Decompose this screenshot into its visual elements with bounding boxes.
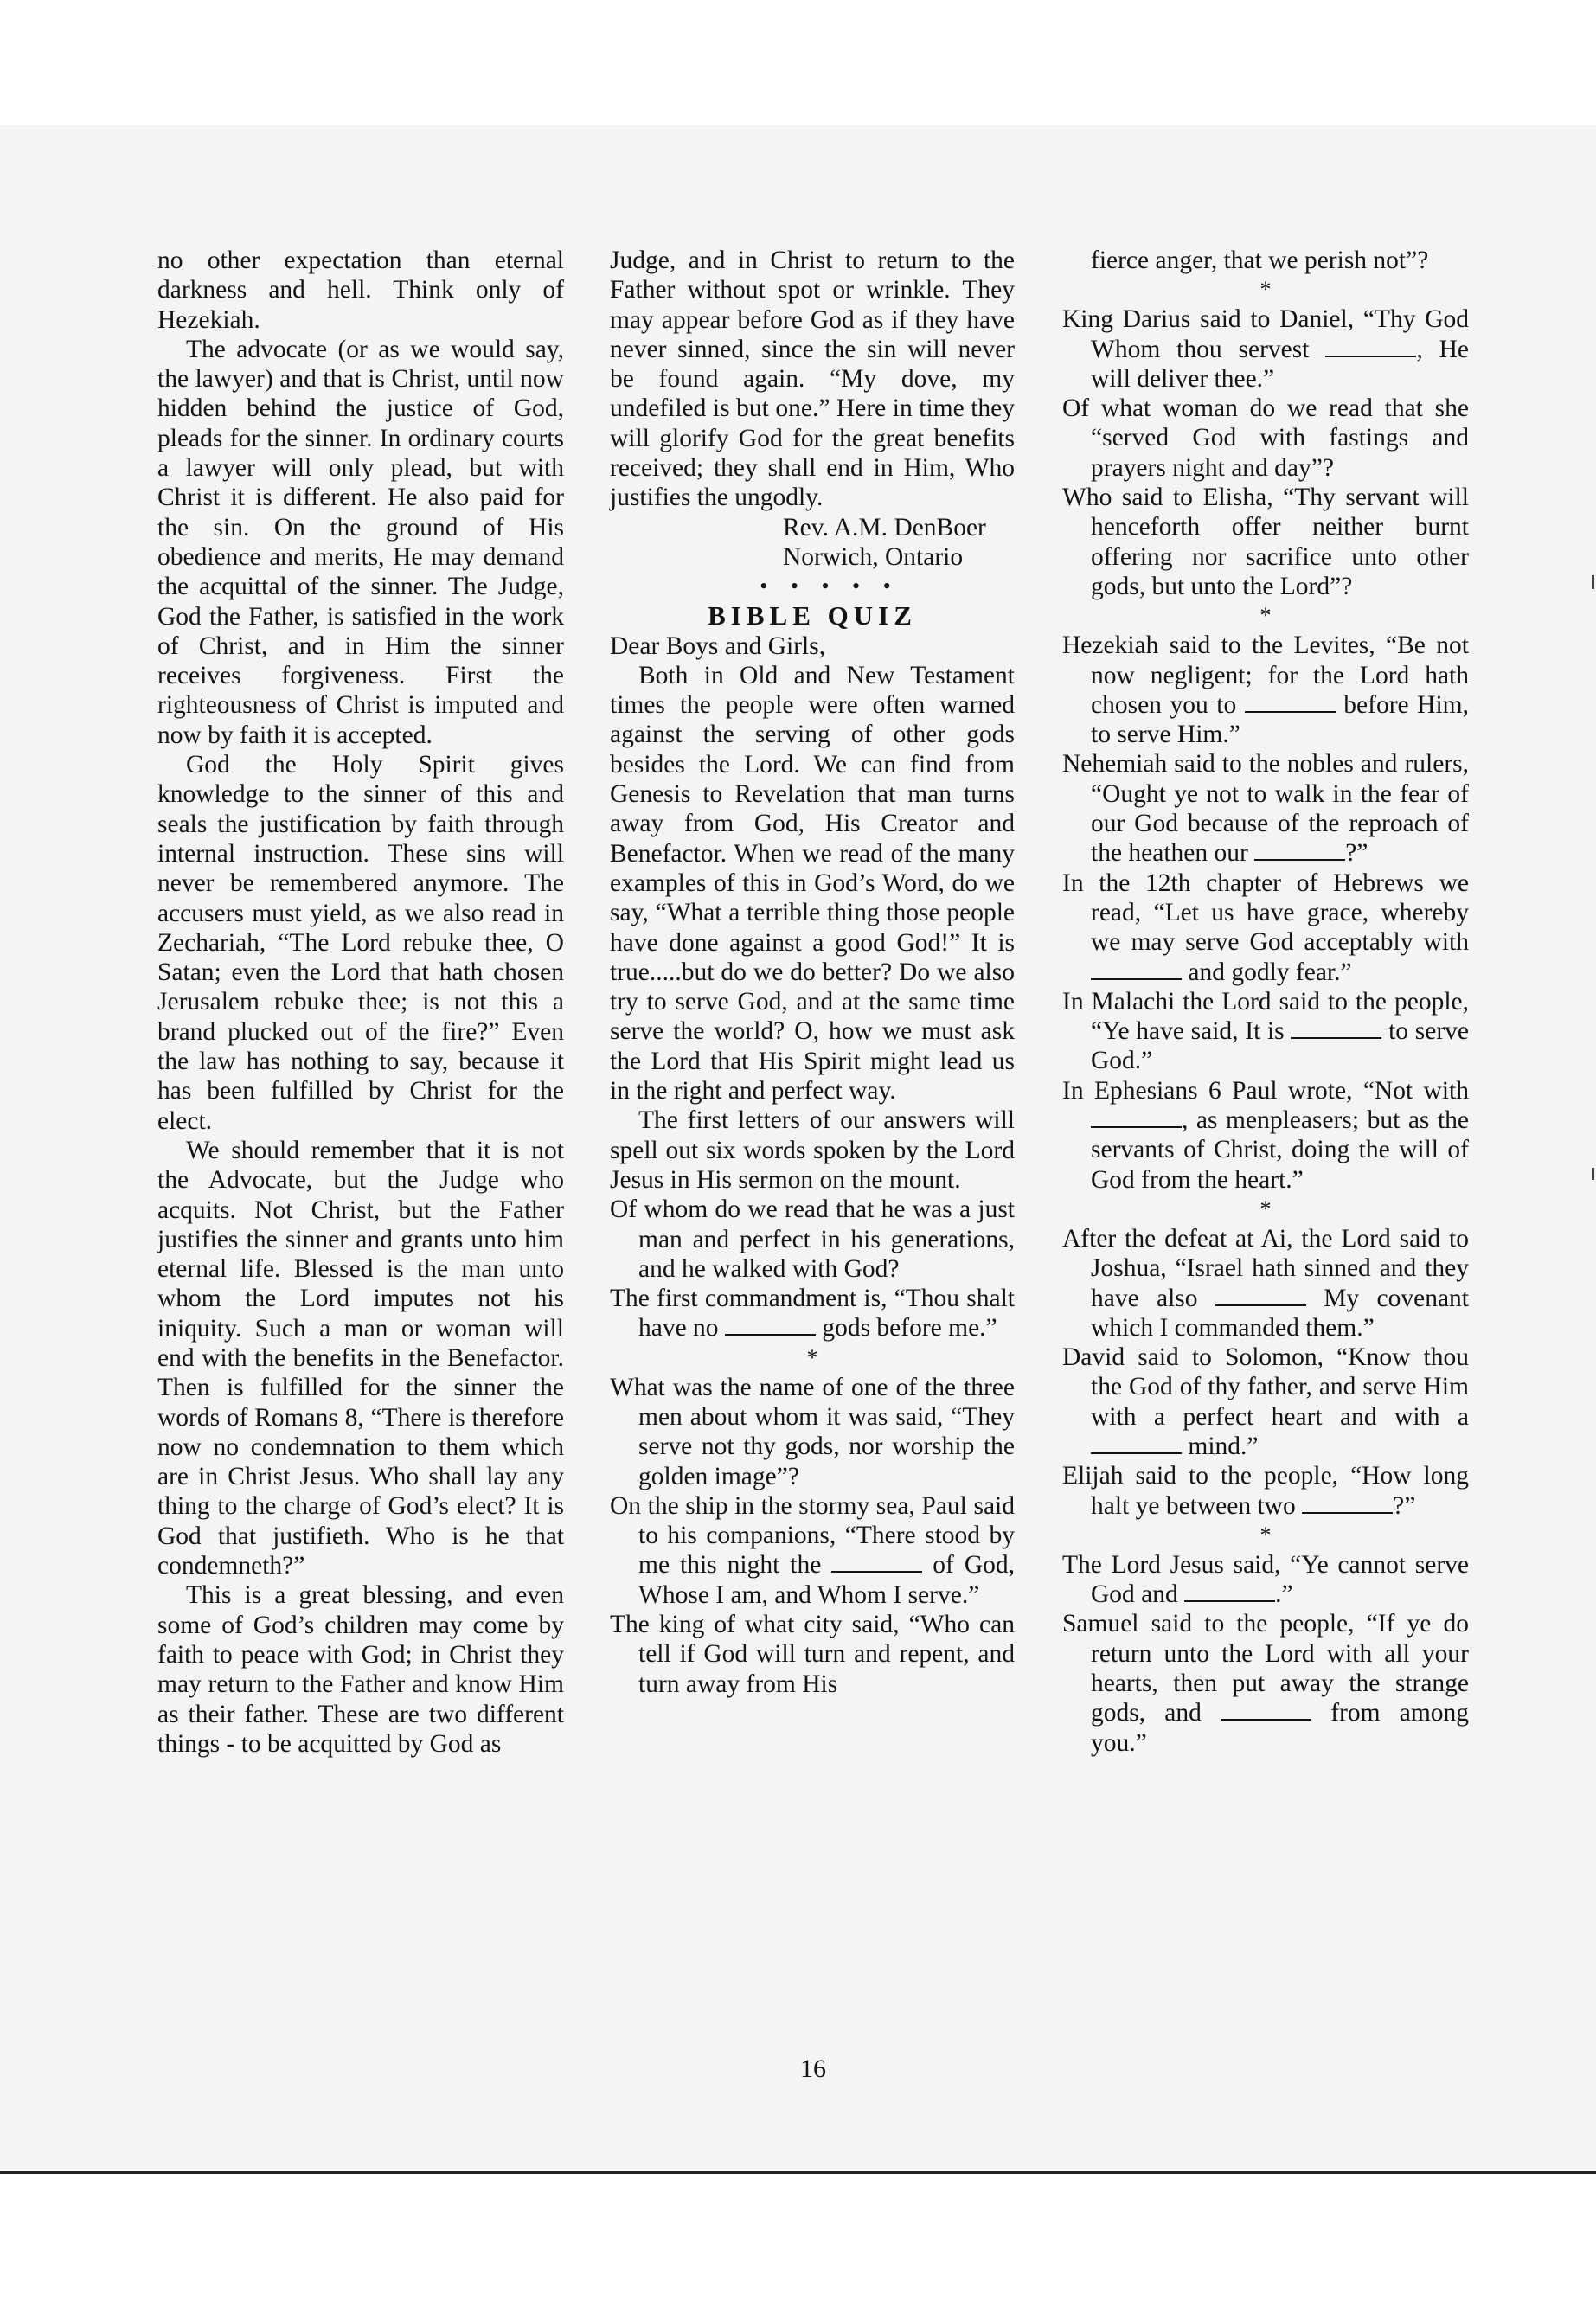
paragraph: The advocate (or as we would say, the lawyer) and that is Christ, until now hidden behind the justice of God, pleads for the sinner. In ordinary courts a lawyer will only plead, but with Christ it is different. He also paid for the sin. On the ground of His obedience and merits, He may demand the acquittal of the sinner. The Judge, God the Father, is satisfied in the work of Christ, and in Him the sinner receives forgiveness. First the righteousness of Christ is imputed and now by faith it is accepted. [157,335,564,749]
quiz-question: Hezekiah said to the Levites, “Be not now negligent; for the Lord hath chosen you to before Him, to serve Him.” [1062,631,1469,749]
paragraph: God the Holy Spirit gives knowledge to the sinner of this and seals the justification by faith through internal instruction. These sins will never be remembered anymore. The accusers must yield, as we also read in Zechariah, “The Lord rebuke thee, O Satan; even the Lord that hath chosen Jerusalem rebuke thee; is not this a brand plucked out of the fire?” Even the law has nothing to say, because it has been fulfilled by Christ for the elect. [157,751,564,1135]
quiz-question: Samuel said to the people, “If ye do return unto the Lord with all your hearts, then put away the strange gods, and from among you.” [1062,1610,1470,1757]
star-separator: * [1259,1195,1272,1221]
quiz-question: What was the name of one of the three men about whom it was said, “They serve not thy gods, nor worship the golden image”? [610,1373,1015,1490]
star-separator: * [1259,277,1272,303]
quiz-question: In Malachi the Lord said to the people, “Ye have said, It is to serve God.” [1062,987,1470,1075]
answer-blank [1245,692,1336,713]
paragraph: We should remember that it is not the Advocate, but the Judge who acquits. Not Christ, but the Father justifies the sinner and grants unto him eternal life. Blessed is the man unto whom the Lord imputes not his iniquity. Such a man or woman will end with the benefits in the Benefactor. Then is fulfilled for the sinner the words of Romans 8, “There is therefore now no condemnation to them which are in Christ Jesus. Who shall lay any thing to the charge of God’s elect? It is God that justifieth. Who is he that condemneth?” [157,1136,564,1580]
column-article-continued [157,246,564,1759]
answer-blank [1091,959,1182,980]
answer-blank [1291,1018,1381,1039]
star-separator: * [806,1344,818,1370]
quiz-intro: Both in Old and New Testament times the people were often warned against the serving of other gods besides the Lord. We can find from Genesis to Revelation that man turns away from God, His Creator and Benefactor. When we read of the many examples of this in God’s Word, do we say, “What a terrible thing those people have done against a good God!” It is true.....but do we do better? Do we also try to serve God, and at the same time serve the world? O, how we must ask the Lord that His Spirit might lead us in the right and perfect way. [610,661,1015,1106]
quiz-question: After the defeat at Ai, the Lord said to Joshua, “Israel hath sinned and they have also My covenant which I commanded them.” [1062,1224,1469,1342]
quiz-question: The Lord Jesus said, “Ye cannot serve God and .” [1062,1550,1469,1609]
answer-blank [1184,1581,1275,1602]
quiz-greeting: Dear Boys and Girls, [610,631,826,660]
paragraph: This is a great blessing, and even some of God’s children may come by faith to peace with God; in Christ they may return to the Father and know Him as their father. These are two different things - to be acquitted by God as [157,1581,564,1758]
quiz-question: The king of what city said, “Who can tell if God will turn and repent, and turn away from His [610,1611,1015,1698]
quiz-question: Nehemiah said to the nobles and rulers, “Ought ye not to walk in the fear of our God because of the reproach of the heathen our ?” [1062,750,1469,868]
column-article-end-and-quiz [610,246,1015,1699]
quiz-question: Of what woman do we read that she “served God with fastings and prayers night and day”? [1062,394,1469,482]
quiz-intro: The first letters of our answers will spell out six words spoken by the Lord Jesus in His sermon on the mount. [610,1106,1015,1194]
answer-blank [1091,1107,1182,1128]
quiz-question-continued: fierce anger, that we perish not”? [1091,247,1429,274]
scan-edge-mark [1592,575,1594,589]
column-quiz-continued [1062,246,1469,1758]
star-separator: * [1259,603,1272,629]
quiz-question: The first commandment is, “Thou shalt have no gods before me.” [610,1285,1015,1343]
quiz-question: David said to Solomon, “Know thou the God of thy father, and serve Him with a perfect heart and with a mind.” [1062,1343,1469,1460]
quiz-question: Who said to Elisha, “Thy servant will henceforth offer neither burnt offering nor sacrifice unto other gods, but unto the Lord”? [1062,484,1469,600]
answer-blank [1254,840,1345,861]
quiz-title: BIBLE QUIZ [708,600,917,631]
answer-blank [1221,1700,1311,1721]
quiz-question: On the ship in the stormy sea, Paul said to his companions, “There stood by me this night the of God, Whose I am, and Whom I serve.” [610,1491,1016,1609]
section-separator: • • • • • [760,574,900,599]
quiz-question: Elijah said to the people, “How long halt ye between two ?” [1062,1462,1469,1520]
quiz-question: King Darius said to Daniel, “Thy God Whom thou servest , He will deliver thee.” [1062,305,1469,393]
answer-blank [1302,1493,1393,1514]
scan-edge-mark [1592,1168,1594,1180]
answer-blank [725,1315,816,1336]
answer-blank [1325,336,1416,357]
author-name: Rev. A.M. DenBoer [783,513,986,542]
quiz-question: In Ephesians 6 Paul wrote, “Not with , as menpleasers; but as the servants of Christ, doing the will of God from the heart.” [1062,1076,1469,1194]
answer-blank [1215,1285,1306,1306]
author-place: Norwich, Ontario [783,542,964,571]
quiz-question: In the 12th chapter of Hebrews we read, “Let us have grace, whereby we may serve God acceptably with and godly fear.” [1062,868,1469,986]
answer-blank [1091,1433,1182,1454]
answer-blank [831,1552,922,1573]
quiz-question: Of whom do we read that he was a just man and perfect in his generations, and he walked with God? [610,1195,1015,1283]
star-separator: * [1259,1522,1272,1548]
page-number: 16 [800,2054,826,2083]
paragraph: Judge, and in Christ to return to the Father without spot or wrinkle. They may appear before God as if they have never sinned, since the sin will never be found again. “My dove, my undefiled is but one.” Here in time they will glorify God for the great benefits received; they shall end in Him, Who justifies the ungodly. [610,247,1015,512]
page-bottom-edge [0,2171,1596,2174]
paragraph: no other expectation than eternal darkness and hell. Think only of Hezekiah. [157,247,564,334]
